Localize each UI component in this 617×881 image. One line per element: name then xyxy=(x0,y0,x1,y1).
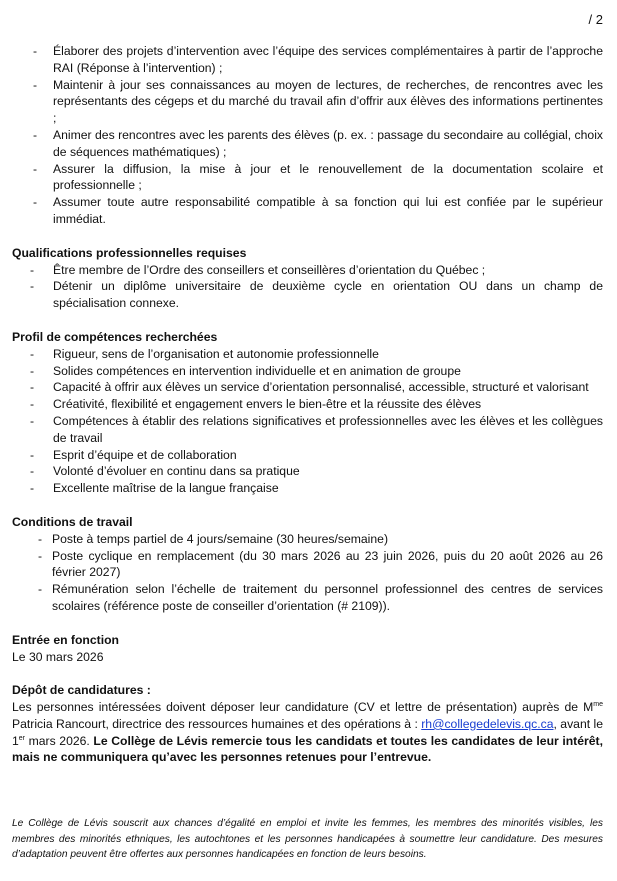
list-item: - Compétences à établir des relations significatives et professionnelles avec les élèves et les collègues de travail xyxy=(30,413,603,445)
list-item: - Maintenir à jour ses connaissances au moyen de lectures, de recherches, de rencontres avec les représentants des cégeps et du marché du travail afin d’offrir aux élèves des informations pertinentes ; xyxy=(33,77,603,126)
dash-bullet: - xyxy=(33,77,38,92)
dash-bullet: - xyxy=(38,582,43,597)
entree-heading: Entrée en fonction xyxy=(12,632,119,647)
dash-bullet: - xyxy=(30,279,35,294)
list-item: - Rémunération selon l’échelle de traitement du personnel professionnel des centres de services scolaires (référence poste de conseiller d’orientation (# 2109)). xyxy=(38,582,603,613)
list-item: - Capacité à offrir aux élèves un service d’orientation personnalisé, accessible, structuré et valorisant xyxy=(30,380,589,395)
email-link[interactable]: rh@collegedelevis.qc.ca xyxy=(421,716,554,731)
list-item: - Solides compétences en intervention individuelle et en animation de groupe xyxy=(30,363,461,378)
dash-bullet: - xyxy=(33,44,38,58)
dash-bullet: - xyxy=(33,195,38,210)
dash-bullet: - xyxy=(30,413,35,428)
equal-opportunity-note: Le Collège de Lévis souscrit aux chances d’égalité en emploi et invite les femmes, les membres des minorités visibles, les membres des minorités ethniques, les autochtones et les personnes handicapées à soumettre leur candidature. Des mesures d’adaptation peuvent être offertes aux personnes handicapées en fonction de leurs besoins. xyxy=(12,818,603,861)
depot-paragraph: Les personnes intéressées doivent déposer leur candidature (CV et lettre de présentation) auprès de $M^{me}$ Patricia Rancourt, directrice des ressources humaines et des opérations à : rh@collegedelevis.qc.ca, avant le 1er mars 2026. Le Collège de Lévis remercie tous les candidats et toutes les candidates de leur intérêt, mais ne communiquera qu’avec les personnes retenues pour l’entrevue. xyxy=(12,700,604,765)
dash-bullet: - xyxy=(30,464,35,479)
depot-heading: Dépôt de candidatures : xyxy=(12,683,151,698)
list-item: - Volonté d’évoluer en continu dans sa pratique xyxy=(30,464,300,479)
dash-bullet: - xyxy=(33,161,38,176)
qualifications-heading: Qualifications professionnelles requises xyxy=(12,245,247,260)
list-item: - Assurer la diffusion, la mise à jour et le renouvellement de la documentation scolaire et professionnelle ; xyxy=(33,161,603,193)
list-item: - Animer des rencontres avec les parents des élèves (p. ex. : passage du secondaire au collégial, choix de séquences mathématiques) ; xyxy=(33,127,603,159)
list-item: - Rigueur, sens de l’organisation et autonomie professionnelle xyxy=(30,346,379,361)
qualifications-list xyxy=(12,262,603,312)
conditions-heading: Conditions de travail xyxy=(12,514,133,529)
page-number: / 2 xyxy=(588,12,603,27)
list-item: - Assumer toute autre responsabilité compatible à sa fonction qui lui est confiée par le supérieur immédiat. xyxy=(33,195,603,226)
list-item: - Être membre de l’Ordre des conseillers et conseillères d’orientation du Québec ; xyxy=(30,262,486,277)
dash-bullet: - xyxy=(38,548,43,563)
dash-bullet: - xyxy=(30,447,35,462)
competences-heading: Profil de compétences recherchées xyxy=(12,329,218,344)
dash-bullet: - xyxy=(38,531,43,546)
list-item: - Créativité, flexibilité et engagement envers le bien-être et la réussite des élèves xyxy=(30,397,482,412)
list-item: - Poste cyclique en remplacement (du 30 mars 2026 au 23 juin 2026, puis du 20 août 2026 au 26 février 2027) xyxy=(38,548,603,580)
conditions-list xyxy=(12,531,603,615)
entree-date: Le 30 mars 2026 xyxy=(12,649,104,664)
list-item: - Élaborer des projets d’intervention avec l’équipe des services complémentaires à partir de l’approche RAI (Réponse à l’intervention) ; xyxy=(33,44,603,75)
list-item: - Esprit d’équipe et de collaboration xyxy=(30,447,237,462)
dash-bullet: - xyxy=(30,380,35,395)
list-item: - Détenir un diplôme universitaire de deuxième cycle en orientation OU dans un champ de spécialisation connexe. xyxy=(30,279,603,311)
list-item: - Poste à temps partiel de 4 jours/semaine (30 heures/semaine) xyxy=(38,531,389,546)
thank-you-note: Le Collège de Lévis remercie tous les candidats et toutes les candidates de leur intérêt, mais ne communiquera qu’avec les personnes retenues pour l’entrevue. xyxy=(12,733,603,765)
dash-bullet: - xyxy=(33,127,38,142)
list-item: - Excellente maîtrise de la langue française xyxy=(30,481,279,496)
dash-bullet: - xyxy=(30,346,35,361)
competences-list xyxy=(12,346,603,497)
document-body xyxy=(12,43,603,766)
responsibilities-list xyxy=(12,43,603,228)
dash-bullet: - xyxy=(30,397,35,412)
dash-bullet: - xyxy=(30,363,35,378)
dash-bullet: - xyxy=(30,262,35,277)
dash-bullet: - xyxy=(30,481,35,496)
